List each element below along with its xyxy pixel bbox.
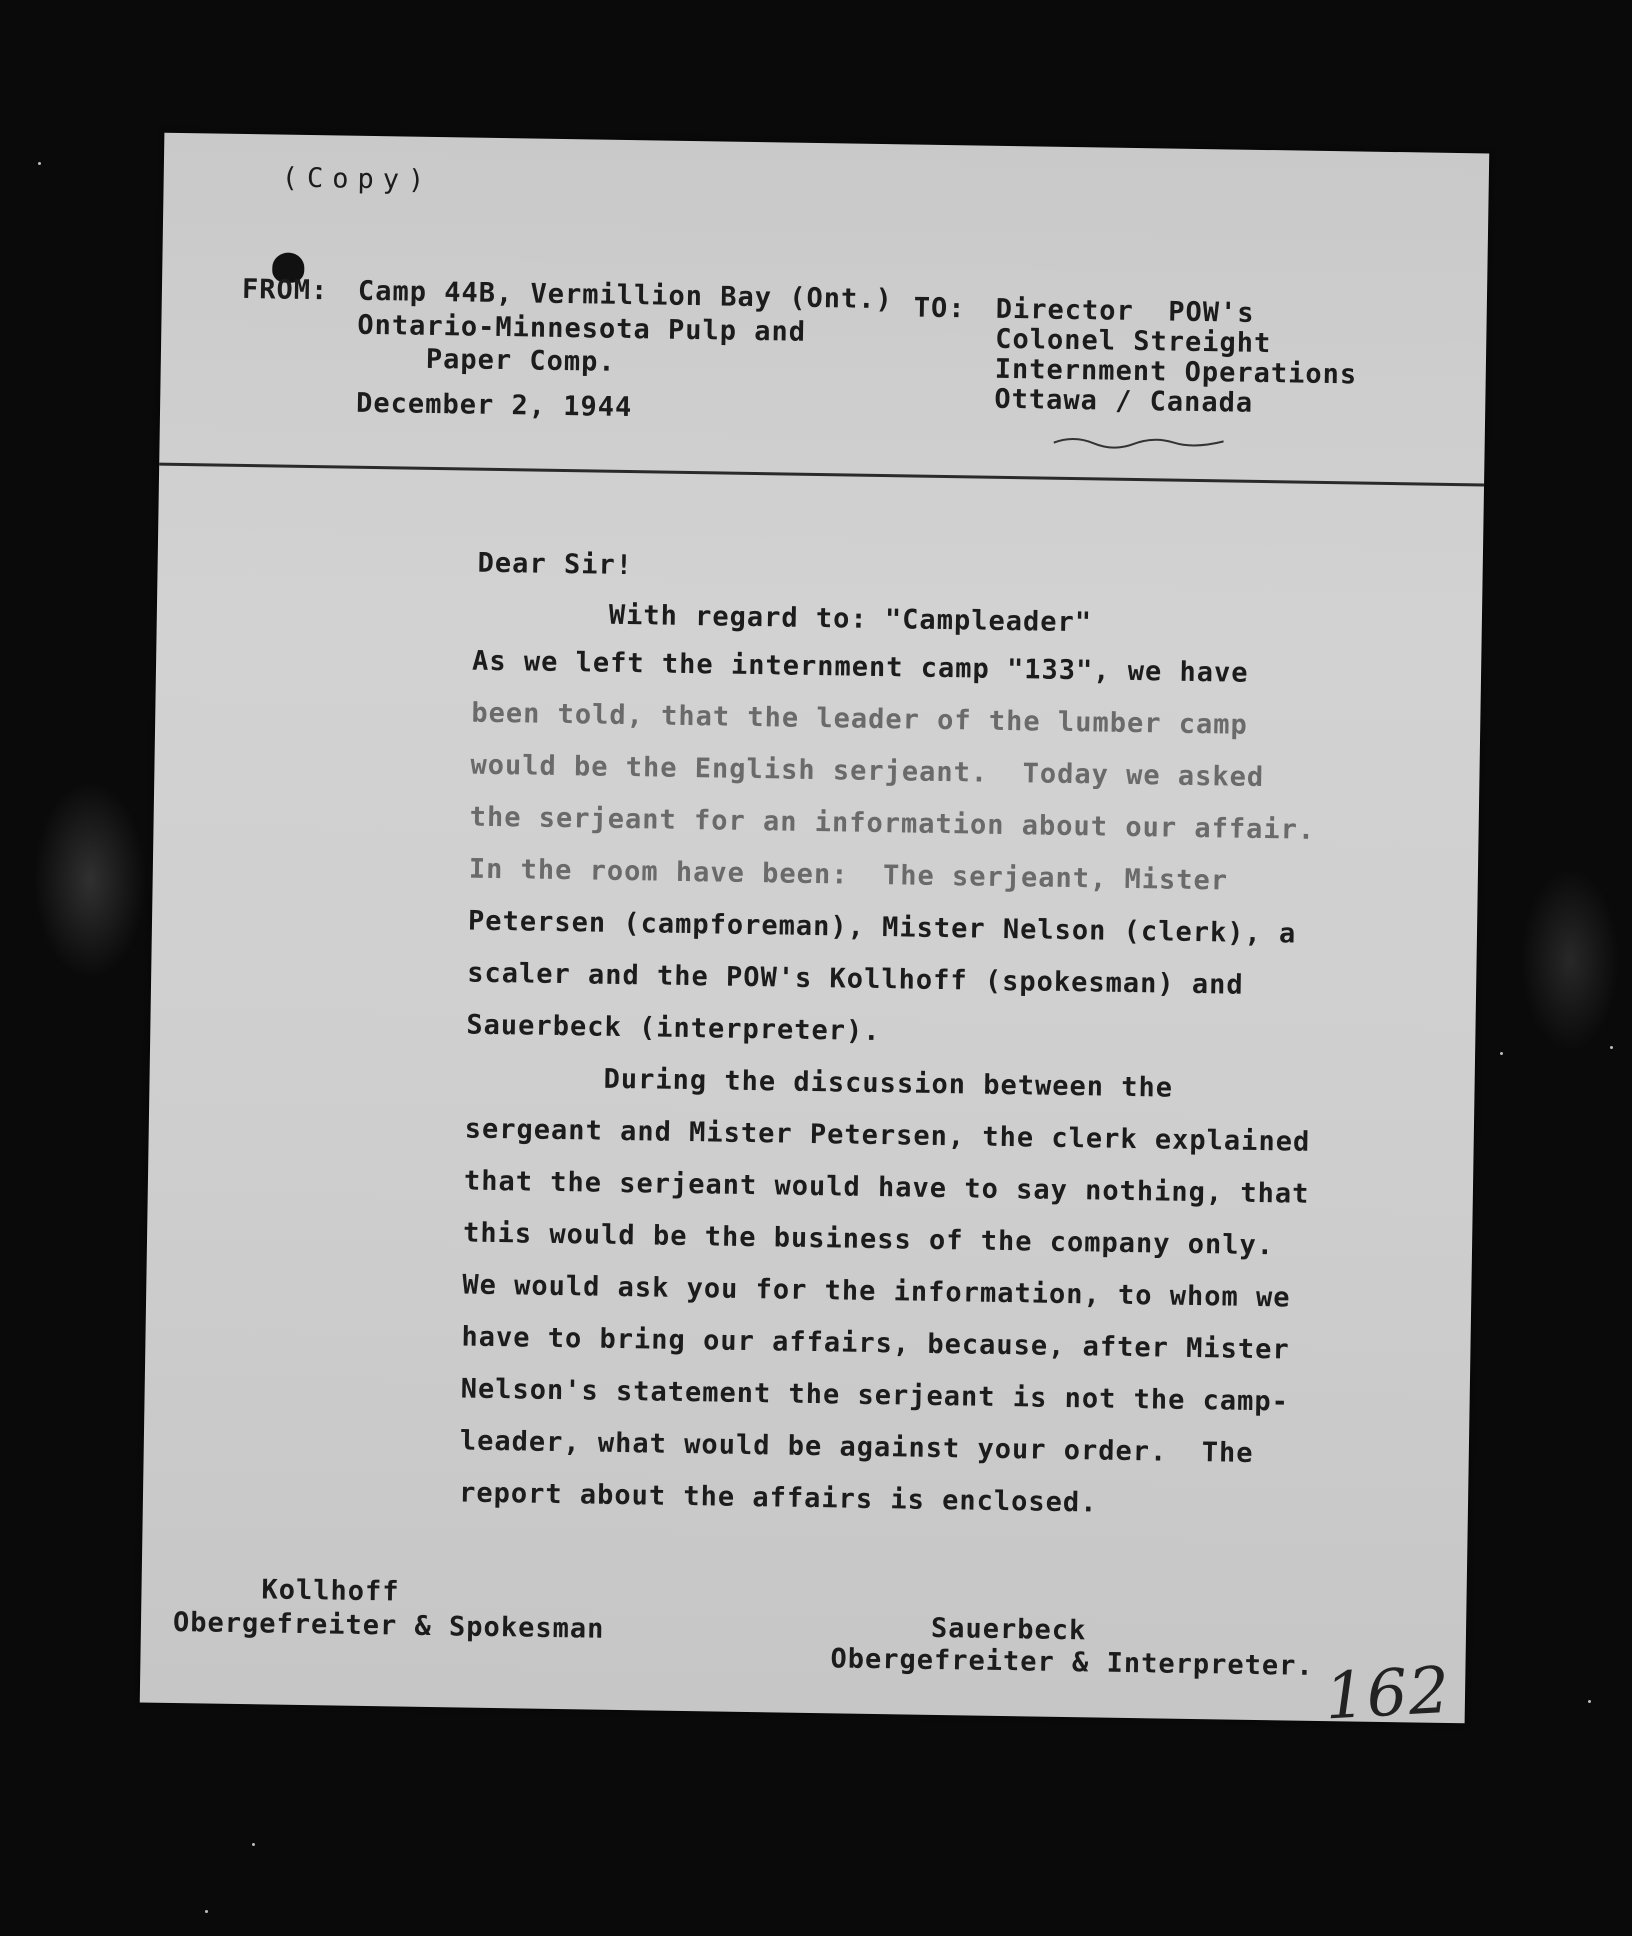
handwritten-underline [1054, 433, 1224, 452]
paragraph-line: leader, what would be against your order. The [459, 1425, 1254, 1469]
paragraph-line: scaler and the POW's Kollhoff (spokesman) and [467, 957, 1244, 1001]
subject-line: With regard to: "Campleader" [608, 599, 1093, 639]
salutation: Dear Sir! [477, 547, 634, 582]
signatory-title: Obergefreiter & Interpreter. [830, 1643, 1314, 1682]
paragraph-line: would be the English serjeant. Today we asked [470, 749, 1265, 794]
paragraph-line: Nelson's statement the serjeant is not the camp- [460, 1373, 1290, 1418]
dust-speck [205, 1910, 208, 1913]
paragraph-line: report about the affairs is enclosed. [458, 1477, 1098, 1519]
paragraph-line: We would ask you for the information, to whom we [462, 1269, 1291, 1314]
from-line: Paper Comp. [356, 342, 616, 378]
dust-speck [38, 162, 41, 165]
paragraph-line: been told, that the leader of the lumber camp [471, 697, 1248, 741]
paragraph-line: As we left the internment camp "133", we have [471, 645, 1249, 689]
paragraph-line: that the serjeant would have to say nothing, that [463, 1165, 1310, 1210]
to-line: Director POW's [995, 293, 1255, 329]
to-line: Ottawa / Canada [994, 383, 1254, 419]
signatory-name: Kollhoff [261, 1574, 400, 1608]
paragraph-line: Petersen (campforeman), Mister Nelson (clerk), a [467, 905, 1297, 950]
dust-speck [252, 1843, 255, 1846]
to-label: TO: [913, 292, 966, 325]
copy-mark: (Copy) [281, 162, 434, 196]
from-line: Camp 44B, Vermillion Bay (Ont.) [357, 275, 894, 316]
paragraph-line: sergeant and Mister Petersen, the clerk explained [464, 1113, 1311, 1158]
paragraph-line: Sauerbeck (interpreter). [466, 1009, 881, 1048]
paragraph-line: In the room have been: The serjeant, Mister [468, 853, 1229, 897]
from-label: FROM: [241, 273, 329, 307]
to-line: Colonel Streight [995, 323, 1272, 360]
paragraph-line: the serjeant for an information about our affair. [469, 801, 1316, 846]
signatory-title: Obergefreiter & Spokesman [172, 1607, 605, 1645]
letter-date: December 2, 1944 [355, 387, 633, 424]
paragraph-line: have to bring our affairs, because, after Mister [461, 1321, 1290, 1366]
signatory-name: Sauerbeck [930, 1612, 1087, 1647]
letter-page [140, 133, 1489, 1735]
from-line: Ontario-Minnesota Pulp and [357, 309, 807, 348]
paragraph-line: this would be the business of the company only. [462, 1217, 1275, 1262]
to-line: Internment Operations [994, 353, 1358, 391]
header-divider [159, 463, 1484, 487]
dust-speck [1610, 1046, 1613, 1049]
paragraph-line: During the discussion between the [465, 1061, 1174, 1104]
dust-speck [1588, 1700, 1591, 1703]
dust-speck [1500, 1052, 1503, 1055]
folio-number: 162 [1323, 1653, 1453, 1735]
